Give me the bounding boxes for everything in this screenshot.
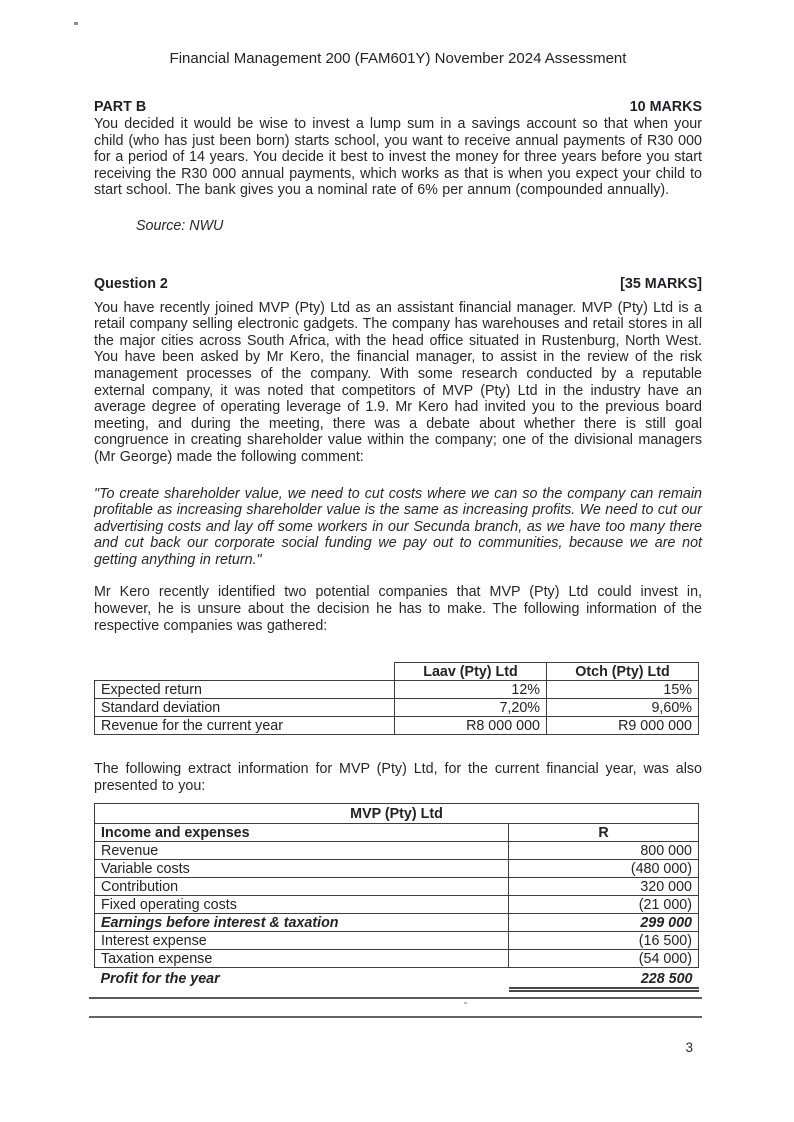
divider-rule-top [89, 997, 702, 999]
interest-expense-value: (16 500) [509, 932, 699, 950]
table-row-ebit [95, 914, 699, 932]
table-row [95, 950, 699, 968]
divider-rule-bottom [89, 1016, 702, 1018]
table-row [95, 681, 699, 699]
source-note: Source: NWU [136, 217, 224, 234]
income-table-header-currency: R [509, 824, 699, 842]
table-row [95, 860, 699, 878]
ebit-label: Earnings before interest & taxation [95, 914, 509, 932]
revenue-label: Revenue [95, 842, 509, 860]
table-row [95, 932, 699, 950]
standard-deviation-laav: 7,20% [395, 699, 547, 717]
standard-deviation-label: Standard deviation [95, 699, 395, 717]
variable-costs-value: (480 000) [509, 860, 699, 878]
income-table-header-label: Income and expenses [95, 824, 509, 842]
table-row [95, 717, 699, 735]
table-row [95, 878, 699, 896]
fixed-operating-costs-value: (21 000) [509, 896, 699, 914]
page-number: 3 [685, 1040, 693, 1056]
question2-marks: [35 MARKS] [620, 275, 702, 292]
revenue-current-year-laav: R8 000 000 [395, 717, 547, 735]
revenue-value: 800 000 [509, 842, 699, 860]
profit-for-year-value: 228 500 [509, 968, 699, 990]
page-title: Financial Management 200 (FAM601Y) November 2024 Assessment [169, 50, 627, 67]
table-row [95, 699, 699, 717]
companies-table-header-blank [95, 663, 395, 681]
standard-deviation-otch: 9,60% [547, 699, 699, 717]
expected-return-laav: 12% [395, 681, 547, 699]
question2-heading-row [94, 276, 702, 293]
fixed-operating-costs-label: Fixed operating costs [95, 896, 509, 914]
table-row-profit-total [95, 968, 699, 990]
interest-expense-label: Interest expense [95, 932, 509, 950]
expected-return-label: Expected return [95, 681, 395, 699]
part-b-heading-row [94, 99, 702, 116]
revenue-current-year-label: Revenue for the current year [95, 717, 395, 735]
income-statement-table [94, 803, 699, 992]
companies-comparison-table [94, 662, 699, 735]
companies-table-header-row [95, 663, 699, 681]
taxation-expense-value: (54 000) [509, 950, 699, 968]
income-table-header-row [95, 824, 699, 842]
taxation-expense-label: Taxation expense [95, 950, 509, 968]
table-row [95, 896, 699, 914]
part-b-body: You decided it would be wise to invest a lump sum in a savings account so that when your child (who has just been born) starts school, you want to receive annual payments of R30 000 for a period of 14 years. You decide it best to invest the money for three years before you start receiving the R30 000 annual payments, which works as that is when you expect your child to start school. The bank gives you a nominal rate of 6% per annum (compounded annually). [94, 116, 702, 199]
manager-quote: "To create shareholder value, we need to cut costs where we can so the company can remain profitable as increasing shareholder value is the same as increasing profits. We need to cut our advertising costs and lay off some workers in our Secunda branch, as we have too many there and cut back our corporate social funding we pay out to communities, because we are not getting anything in return." [94, 485, 702, 568]
expected-return-otch: 15% [547, 681, 699, 699]
contribution-label: Contribution [95, 878, 509, 896]
contribution-value: 320 000 [509, 878, 699, 896]
part-b-heading: PART B [94, 99, 147, 115]
income-table-title-row [95, 804, 699, 824]
page-content [94, 0, 702, 1055]
companies-table-header-otch: Otch (Pty) Ltd [547, 663, 699, 681]
extract-paragraph: The following extract information for MVP (Pty) Ltd, for the current financial year, was also presented to you: [94, 761, 702, 794]
part-b-marks: 10 MARKS [629, 99, 702, 115]
table-row [95, 842, 699, 860]
question2-intro: You have recently joined MVP (Pty) Ltd as an assistant financial manager. MVP (Pty) Ltd is a retail company selling electronic gadgets. The company has warehouses and retail stores in all the major cities across South Africa, with the head office situated in Rustenburg, North West. You have been asked by Mr Kero, the financial manager, to assist in the review of the risk management processes of the company. With some research conducted by a reputable external company, it was noted that competitors of MVP (Pty) Ltd in the industry have an average degree of operating leverage of 1.9. Mr Kero had invited you to the previous board meeting, and during the meeting, there was a debate about whether there is still goal congruence in creating shareholder value within the company; one of the divisional managers (Mr George) made the following comment: [94, 299, 702, 465]
variable-costs-label: Variable costs [95, 860, 509, 878]
companies-table-header-laav: Laav (Pty) Ltd [395, 663, 547, 681]
question2-heading: Question 2 [94, 275, 168, 292]
income-table-title: MVP (Pty) Ltd [95, 804, 699, 824]
revenue-current-year-otch: R9 000 000 [547, 717, 699, 735]
ebit-value: 299 000 [509, 914, 699, 932]
scan-artifact-dot [74, 22, 78, 25]
profit-for-year-label: Profit for the year [100, 971, 220, 988]
investment-paragraph: Mr Kero recently identified two potential companies that MVP (Pty) Ltd could invest in, however, he is unsure about the decision he has to make. The following information of the respective companies was gathered: [94, 584, 702, 634]
